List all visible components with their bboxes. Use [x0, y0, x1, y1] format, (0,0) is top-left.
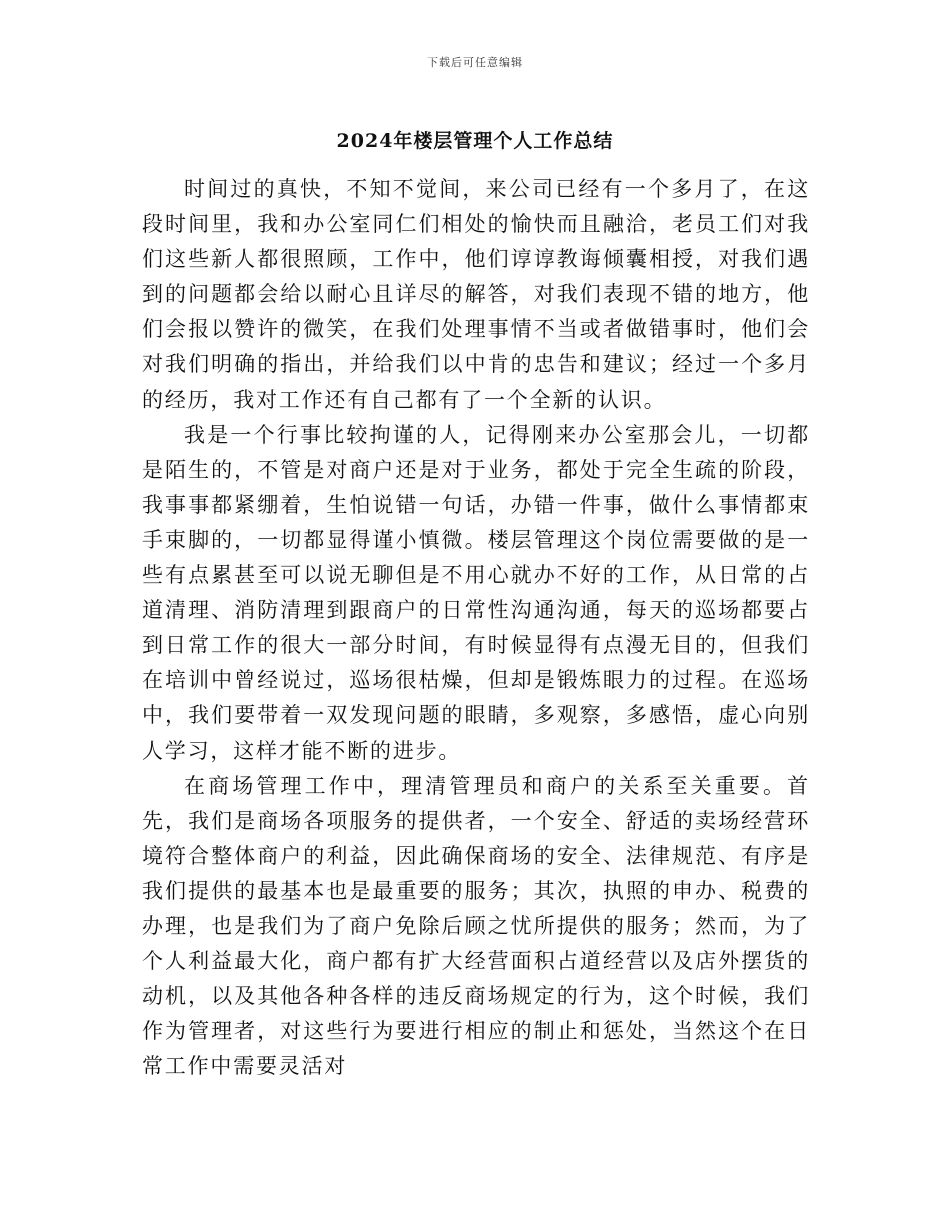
paragraph-3: 在商场管理工作中，理清管理员和商户的关系至关重要。首先，我们是商场各项服务的提供者，一个安全、舒适的卖场经营环境符合整体商户的利益，因此确保商场的安全、法律规范、有序是我们提供的最基本也是最重要的服务；其次，执照的申办、税费的办理，也是我们为了商户免除后顾之忧所提供的服务；然而，为了个人利益最大化，商户都有扩大经营面积占道经营以及店外摆货的动机，以及其他各种各样的违反商场规定的行为，这个时候，我们作为管理者，对这些行为要进行相应的制止和惩处，当然这个在日常工作中需要灵活对 — [142, 773, 810, 1079]
document-title: 2024年楼层管理个人工作总结 — [336, 130, 614, 152]
paragraph-2: 我是一个行事比较拘谨的人，记得刚来办公室那会儿，一切都是陌生的，不管是对商户还是对于业务，都处于完全生疏的阶段，我事事都紧绷着，生怕说错一句话，办错一件事，做什么事情都束手束脚的，一切都显得谨小慎微。楼层管理这个岗位需要做的是一些有点累甚至可以说无聊但是不用心就办不好的工作，从日常的占道清理、消防清理到跟商户的日常性沟通沟通，每天的巡场都要占到日常工作的很大一部分时间，有时候显得有点漫无目的，但我们在培训中曾经说过，巡场很枯燥，但却是锻炼眼力的过程。在巡场中，我们要带着一双发现问题的眼睛，多观察，多感悟，虚心向别人学习，这样才能不断的进步。 — [142, 422, 810, 763]
header-note: 下载后可任意编辑 — [427, 56, 523, 69]
paragraph-1: 时间过的真快，不知不觉间，来公司已经有一个多月了，在这段时间里，我和办公室同仁们相处的愉快而且融洽，老员工们对我们这些新人都很照顾，工作中，他们谆谆教诲倾囊相授，对我们遇到的问题都会给以耐心且详尽的解答，对我们表现不错的地方，他们会报以赞许的微笑，在我们处理事情不当或者做错事时，他们会对我们明确的指出，并给我们以中肯的忠告和建议；经过一个多月的经历，我对工作还有自己都有了一个全新的认识。 — [142, 177, 810, 412]
document-body — [142, 172, 810, 1084]
